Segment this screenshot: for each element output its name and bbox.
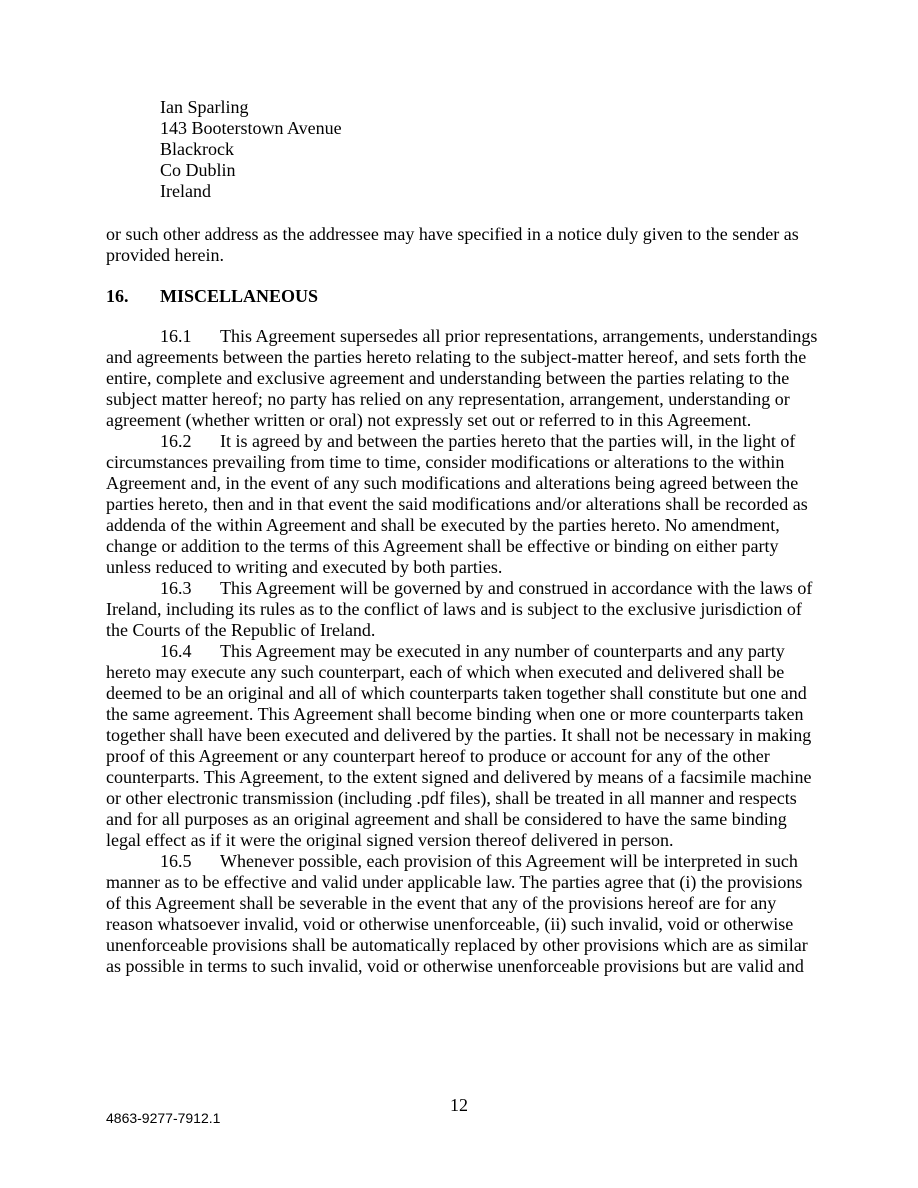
address-line-town: Blackrock xyxy=(160,139,234,159)
address-line-country: Ireland xyxy=(160,181,211,201)
notice-paragraph: or such other address as the addressee may have specified in a notice duly given to the sender as provided herein. xyxy=(106,224,799,265)
clause-number: 16.4 xyxy=(160,641,192,661)
address-block xyxy=(160,97,820,202)
address-line-name: Ian Sparling xyxy=(160,97,249,117)
page-content xyxy=(106,97,820,977)
clause-text: Whenever possible, each provision of this Agreement will be interpreted in such manner as to be effective and valid under applicable law. The parties agree that (i) the provisions of this Agreement shall be severable in the event that any of the provisions hereof are for any reason whatsoever invalid, void or otherwise unenforceable, (ii) such invalid, void or otherwise unenforceable provisions shall be automatically replaced by other provisions which are as similar as possible in terms to such invalid, void or otherwise unenforceable provisions but are valid and xyxy=(106,851,808,976)
clause-text: This Agreement supersedes all prior representations, arrangements, understandings and agreements between the parties hereto relating to the subject-matter hereof, and sets forth the entire, complete and exclusive agreement and understanding between the parties relating to the subject matter hereof; no party has relied on any representation, arrangement, understanding or agreement (whether written or oral) not expressly set out or referred to in this Agreement. xyxy=(106,326,818,430)
clause-16-3 xyxy=(106,578,820,641)
address-line-street: 143 Booterstown Avenue xyxy=(160,118,342,138)
section-number: 16. xyxy=(106,286,129,306)
page-number: 12 xyxy=(450,1095,468,1115)
clause-number: 16.1 xyxy=(160,326,192,346)
document-id: 4863-9277-7912.1 xyxy=(106,1110,221,1126)
clause-16-5 xyxy=(106,851,820,977)
clause-16-1 xyxy=(106,326,820,431)
section-heading xyxy=(106,286,820,307)
clause-16-4 xyxy=(106,641,820,851)
clause-text: This Agreement will be governed by and construed in accordance with the laws of Ireland, including its rules as to the conflict of laws and is subject to the exclusive jurisdiction of the Courts of the Republic of Ireland. xyxy=(106,578,813,640)
clause-number: 16.2 xyxy=(160,431,192,451)
section-title: MISCELLANEOUS xyxy=(160,286,319,306)
clause-number: 16.3 xyxy=(160,578,192,598)
clause-text: It is agreed by and between the parties hereto that the parties will, in the light of circumstances prevailing from time to time, consider modifications or alterations to the within Agreement and, in the event of any such modifications and alterations being agreed between the parties hereto, then and in that event the said modifications and/or alterations shall be recorded as addenda of the within Agreement and shall be executed by the parties hereto. No amendment, change or addition to the terms of this Agreement shall be effective or binding on either party unless reduced to writing and executed by both parties. xyxy=(106,431,808,577)
clause-text: This Agreement may be executed in any number of counterparts and any party hereto may execute any such counterpart, each of which when executed and delivered shall be deemed to be an original and all of which counterparts taken together shall constitute but one and the same agreement. This Agreement shall become binding when one or more counterparts taken together shall have been executed and delivered by the parties. It shall not be necessary in making proof of this Agreement or any counterpart hereof to produce or account for any of the other counterparts. This Agreement, to the extent signed and delivered by means of a facsimile machine or other electronic transmission (including .pdf files), shall be treated in all manner and respects and for all purposes as an original agreement and shall be considered to have the same binding legal effect as if it were the original signed version thereof delivered in person. xyxy=(106,641,812,850)
clause-16-2 xyxy=(106,431,820,578)
address-line-county: Co Dublin xyxy=(160,160,236,180)
clause-number: 16.5 xyxy=(160,851,192,871)
